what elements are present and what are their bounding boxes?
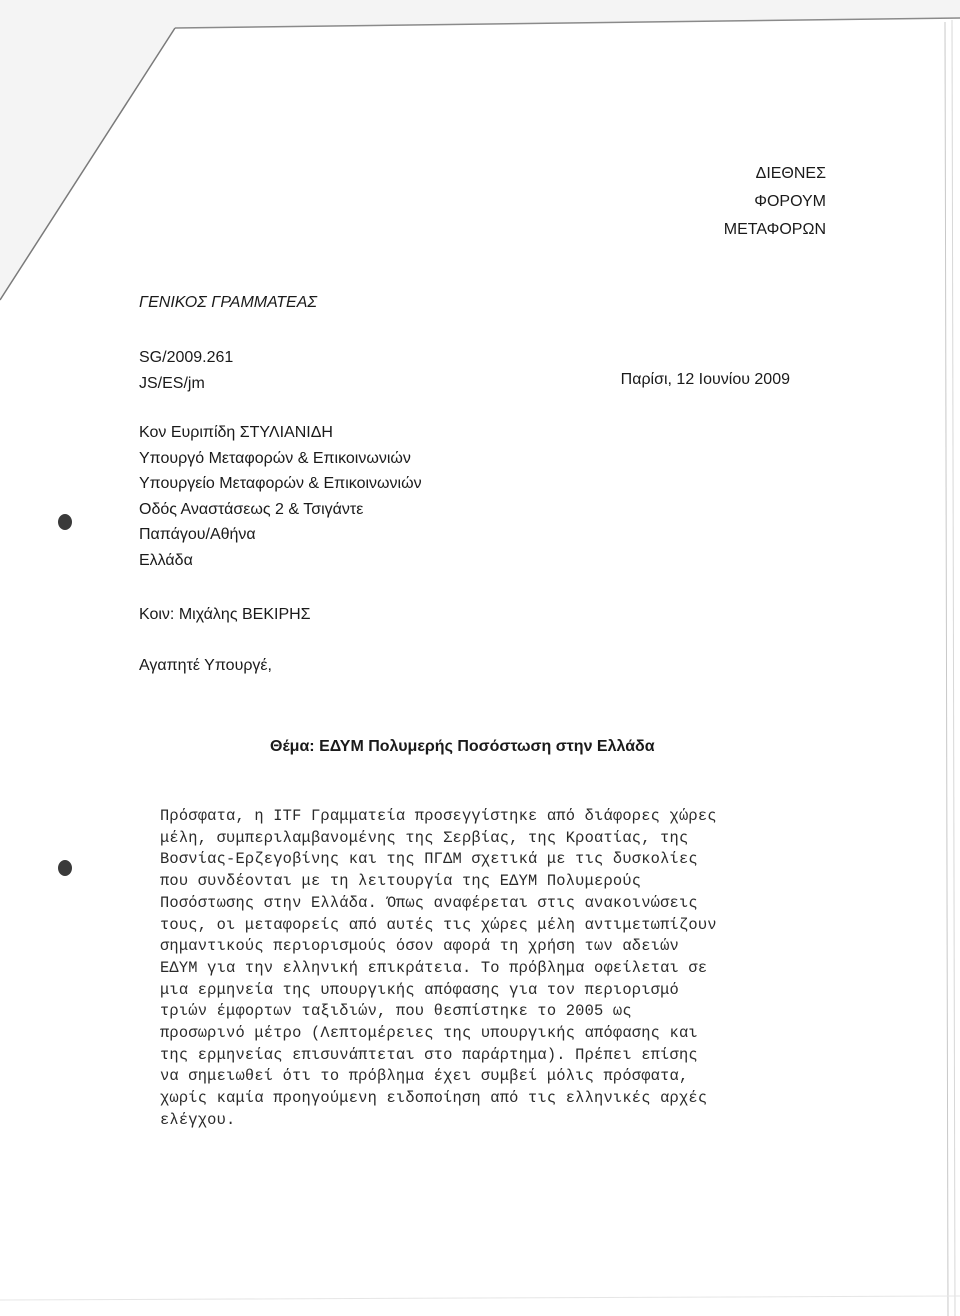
addressee-line: Κον Ευριπίδη ΣΤΥΛΙΑΝΙΔΗ	[139, 424, 333, 441]
addressee-line: Παπάγου/Αθήνα	[139, 526, 256, 543]
body-line: Πρόσφατα, η ITF Γραμματεία προσεγγίστηκε από διάφορες χώρες	[160, 807, 717, 825]
body-line: Ποσόστωσης στην Ελλάδα. Όπως αναφέρεται στις ανακοινώσεις	[160, 893, 698, 912]
body-line: που συνδέονται με τη λειτουργία της ΕΔΥΜ Πολυμερούς	[160, 872, 642, 891]
org-line-2: ΦΟΡΟΥΜ	[754, 193, 826, 210]
sender-title: ΓΕΝΙΚΟΣ ΓΡΑΜΜΑΤΕΑΣ	[139, 294, 317, 311]
body-line: μια ερμηνεία της υπουργικής απόφασης για τον περιορισμό	[160, 980, 679, 999]
addressee-line: Υπουργείο Μεταφορών & Επικοινωνιών	[139, 475, 422, 492]
body-line: μέλη, συμπεριλαμβανομένης της Σερβίας, της Κροατίας, της	[160, 828, 689, 847]
body-line: προσωρινό μέτρο (Λεπτομέρειες της υπουργικής απόφασης και	[160, 1024, 698, 1043]
org-line-1: ΔΙΕΘΝΕΣ	[755, 165, 826, 182]
addressee-line: Υπουργό Μεταφορών & Επικοινωνιών	[139, 449, 411, 467]
body-line: να σημειωθεί ότι το πρόβλημα έχει συμβεί μόλις πρόσφατα,	[160, 1067, 689, 1086]
addressee-line: Οδός Αναστάσεως 2 & Τσιγάντε	[139, 500, 364, 518]
body-line: χωρίς καμία προηγούμενη ειδοποίηση από τις ελληνικές αρχές	[160, 1089, 708, 1108]
body-line: τους, οι μεταφορείς από αυτές τις χώρες μέλη αντιμετωπίζουν	[160, 915, 717, 934]
reference-initials: JS/ES/jm	[139, 375, 205, 392]
body-line: σημαντικούς περιορισμούς όσον αφορά τη χρήση των αδειών	[160, 937, 679, 956]
body-line: της ερμηνείας επισυνάπτεται στο παράρτημα). Πρέπει επίσης	[160, 1045, 698, 1064]
body-line: ΕΔΥΜ για την ελληνική επικράτεια. Το πρόβλημα οφείλεται σε	[160, 958, 708, 977]
letter-body	[160, 806, 860, 1132]
cc-line: Κοιν: Μιχάλης ΒΕΚΙΡΗΣ	[139, 606, 311, 623]
body-line: τριών έμφορτων ταξιδιών, που θεσπίστηκε το 2005 ως	[160, 1002, 632, 1021]
body-line: ελέγχου.	[160, 1110, 236, 1129]
subject-line: Θέμα: ΕΔΥΜ Πολυμερής Ποσόστωση στην Ελλάδα	[270, 738, 655, 755]
org-line-3: ΜΕΤΑΦΟΡΩΝ	[723, 221, 826, 238]
reference-number: SG/2009.261	[139, 349, 234, 366]
punch-hole-bottom	[58, 860, 72, 876]
reference-block	[139, 345, 233, 397]
body-line: Βοσνίας-Ερζεγοβίνης και της ΠΓΔΜ σχετικά με τις δυσκολίες	[160, 850, 698, 869]
organization-header	[724, 160, 826, 244]
addressee-line: Ελλάδα	[139, 551, 193, 569]
letter-date: Παρίσι, 12 Ιουνίου 2009	[620, 371, 790, 388]
salutation: Αγαπητέ Υπουργέ,	[139, 657, 272, 674]
addressee-block	[139, 420, 422, 573]
punch-hole-top	[58, 514, 72, 530]
